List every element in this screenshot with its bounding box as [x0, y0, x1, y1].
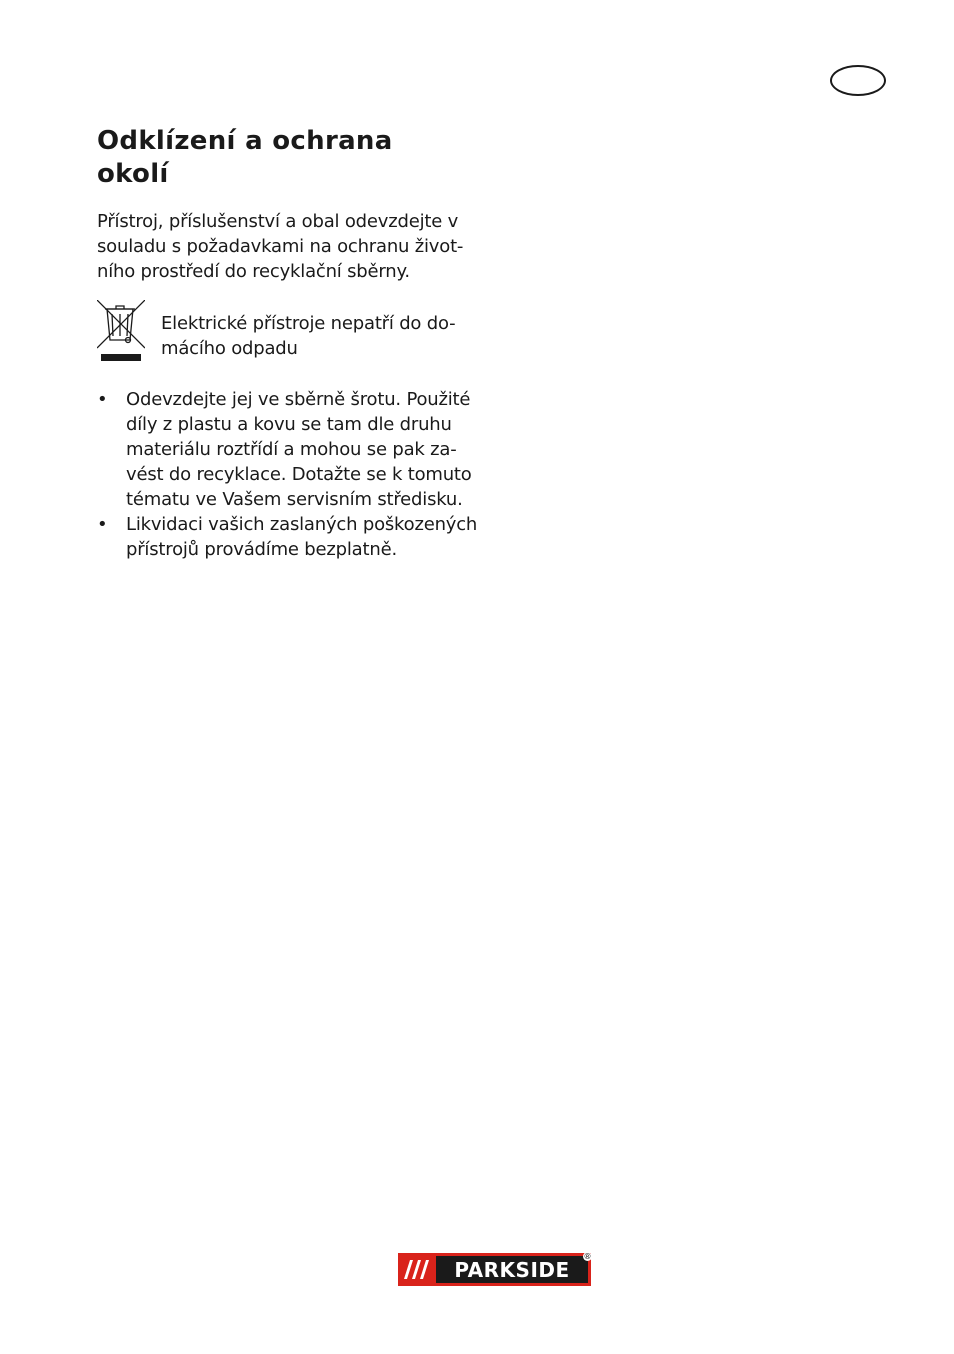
list-item-line: tématu ve Vašem servisním středisku. — [126, 489, 463, 510]
list-item-line: přístrojů provádíme bezplatně. — [126, 539, 397, 560]
list-item-line: díly z plastu a kovu se tam dle druhu — [126, 414, 452, 435]
section-title-line: okolí — [97, 159, 169, 189]
list-item-line: vést do recyklace. Dotažte se k tomuto — [126, 464, 472, 485]
list-item-text — [126, 387, 497, 512]
intro-line: Přístroj, příslušenství a obal odevzdejte v — [97, 211, 459, 232]
list-item-text — [126, 512, 497, 562]
weee-notice-text — [161, 311, 455, 361]
section-title-line: Odklízení a ochrana — [97, 126, 393, 156]
notice-line: Elektrické přístroje nepatří do do- — [161, 313, 456, 334]
disposal-list — [97, 387, 497, 562]
list-item-line: materiálu roztřídí a mohou se pak za- — [126, 439, 457, 460]
intro-paragraph — [97, 209, 497, 284]
weee-notice — [97, 300, 497, 362]
list-item — [97, 387, 497, 512]
parkside-logo — [398, 1253, 591, 1286]
registered-trademark-mark: ® — [583, 1252, 592, 1261]
notice-line: mácího odpadu — [161, 338, 298, 359]
logo-wordmark: PARKSIDE — [454, 1257, 570, 1282]
bullet-marker: • — [97, 514, 108, 535]
list-item-line: Likvidaci vašich zaslaných poškozených — [126, 514, 478, 535]
bullet-marker: • — [97, 389, 108, 410]
logo-wordmark-box — [436, 1256, 588, 1283]
list-item — [97, 512, 497, 562]
section-title — [97, 125, 497, 191]
list-item-line: Odevzdejte jej ve sběrně šrotu. Použité — [126, 389, 471, 410]
intro-line: souladu s požadavkami na ochranu život- — [97, 236, 464, 257]
disposal-section — [97, 125, 497, 562]
logo-stripes-icon — [398, 1253, 438, 1286]
language-badge — [830, 65, 886, 96]
intro-line: ního prostředí do recyklační sběrny. — [97, 261, 410, 282]
crossed-out-wheelie-bin-icon — [97, 300, 145, 364]
